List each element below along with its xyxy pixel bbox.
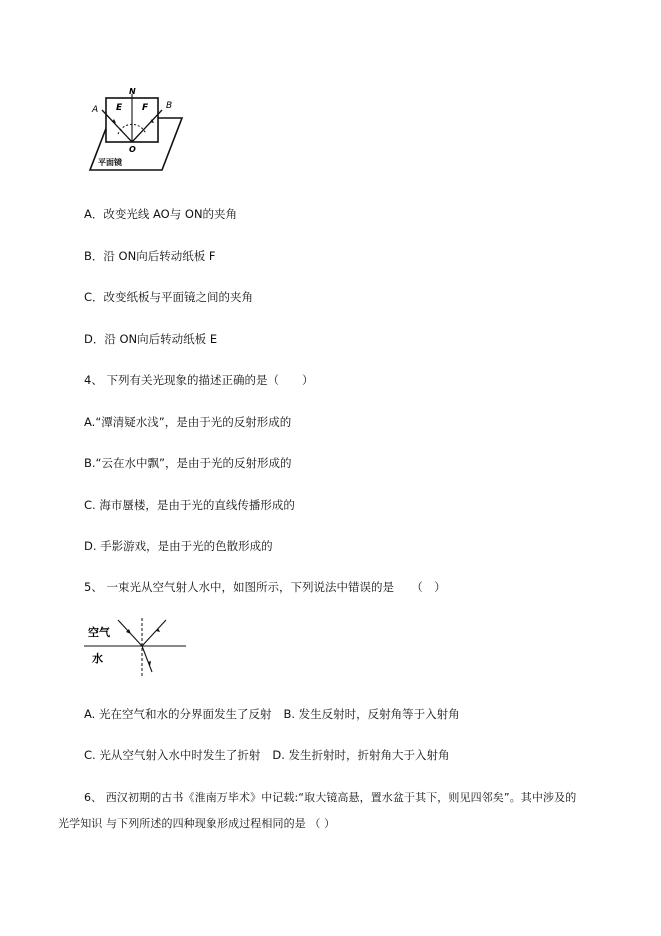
q5-option-d: D. 发生折射时，折射角大于入射角	[272, 748, 450, 762]
q5-option-c: C. 光从空气射入水中时发生了折射	[84, 748, 261, 762]
reflection-experiment-figure	[80, 88, 190, 178]
refraction-figure	[84, 614, 188, 678]
q6-line2: 光学知识 与下列所述的四种现象形成过程相同的是 （ ）	[58, 817, 336, 830]
q6-line1: 6、 西汉初期的古书《淮南万毕术》中记载:“取大镜高悬，置水盆于其下，则见四邻矣”。其中涉及的	[84, 791, 577, 804]
refracted-ray	[142, 646, 152, 672]
q4-option-a: A.“潭清疑水浅”，是由于光的反射形成的	[84, 415, 292, 429]
reflected-ray	[142, 620, 166, 646]
water-label: 水	[92, 652, 103, 665]
label-F: F	[142, 103, 149, 113]
q4-option-d: D. 手影游戏，是由于光的色散形成的	[84, 539, 273, 553]
label-B: B	[166, 101, 173, 111]
q5-options-row1	[84, 706, 460, 722]
q4-option-b: B.“云在水中飘”，是由于光的反射形成的	[84, 456, 292, 470]
q5-stem: 5、 一束光从空气射人水中，如图所示，下列说法中错误的是 （ ）	[84, 580, 446, 594]
q3-option-a: A．改变光线 AO与 ON的夹角	[84, 207, 238, 221]
q3-option-b: B．沿 ON向后转动纸板 F	[84, 249, 216, 263]
q3-option-c: C．改变纸板与平面镜之间的夹角	[84, 290, 254, 304]
q5-options-row2	[84, 747, 450, 763]
air-label: 空气	[88, 626, 110, 639]
q5-option-b: B. 发生反射时，反射角等于入射角	[283, 707, 460, 721]
q4-stem: 4、 下列有关光现象的描述正确的是（ ）	[84, 373, 314, 387]
mirror-label: 平面镜	[98, 158, 122, 167]
label-E: E	[116, 103, 123, 113]
q5-option-a: A. 光在空气和水的分界面发生了反射	[84, 707, 272, 721]
label-N: N	[129, 88, 136, 96]
label-O: O	[129, 145, 136, 154]
q4-option-c: C. 海市蜃楼，是由于光的直线传播形成的	[84, 498, 295, 512]
label-A: A	[92, 105, 99, 115]
q3-option-d: D．沿 ON向后转动纸板 E	[84, 332, 218, 346]
